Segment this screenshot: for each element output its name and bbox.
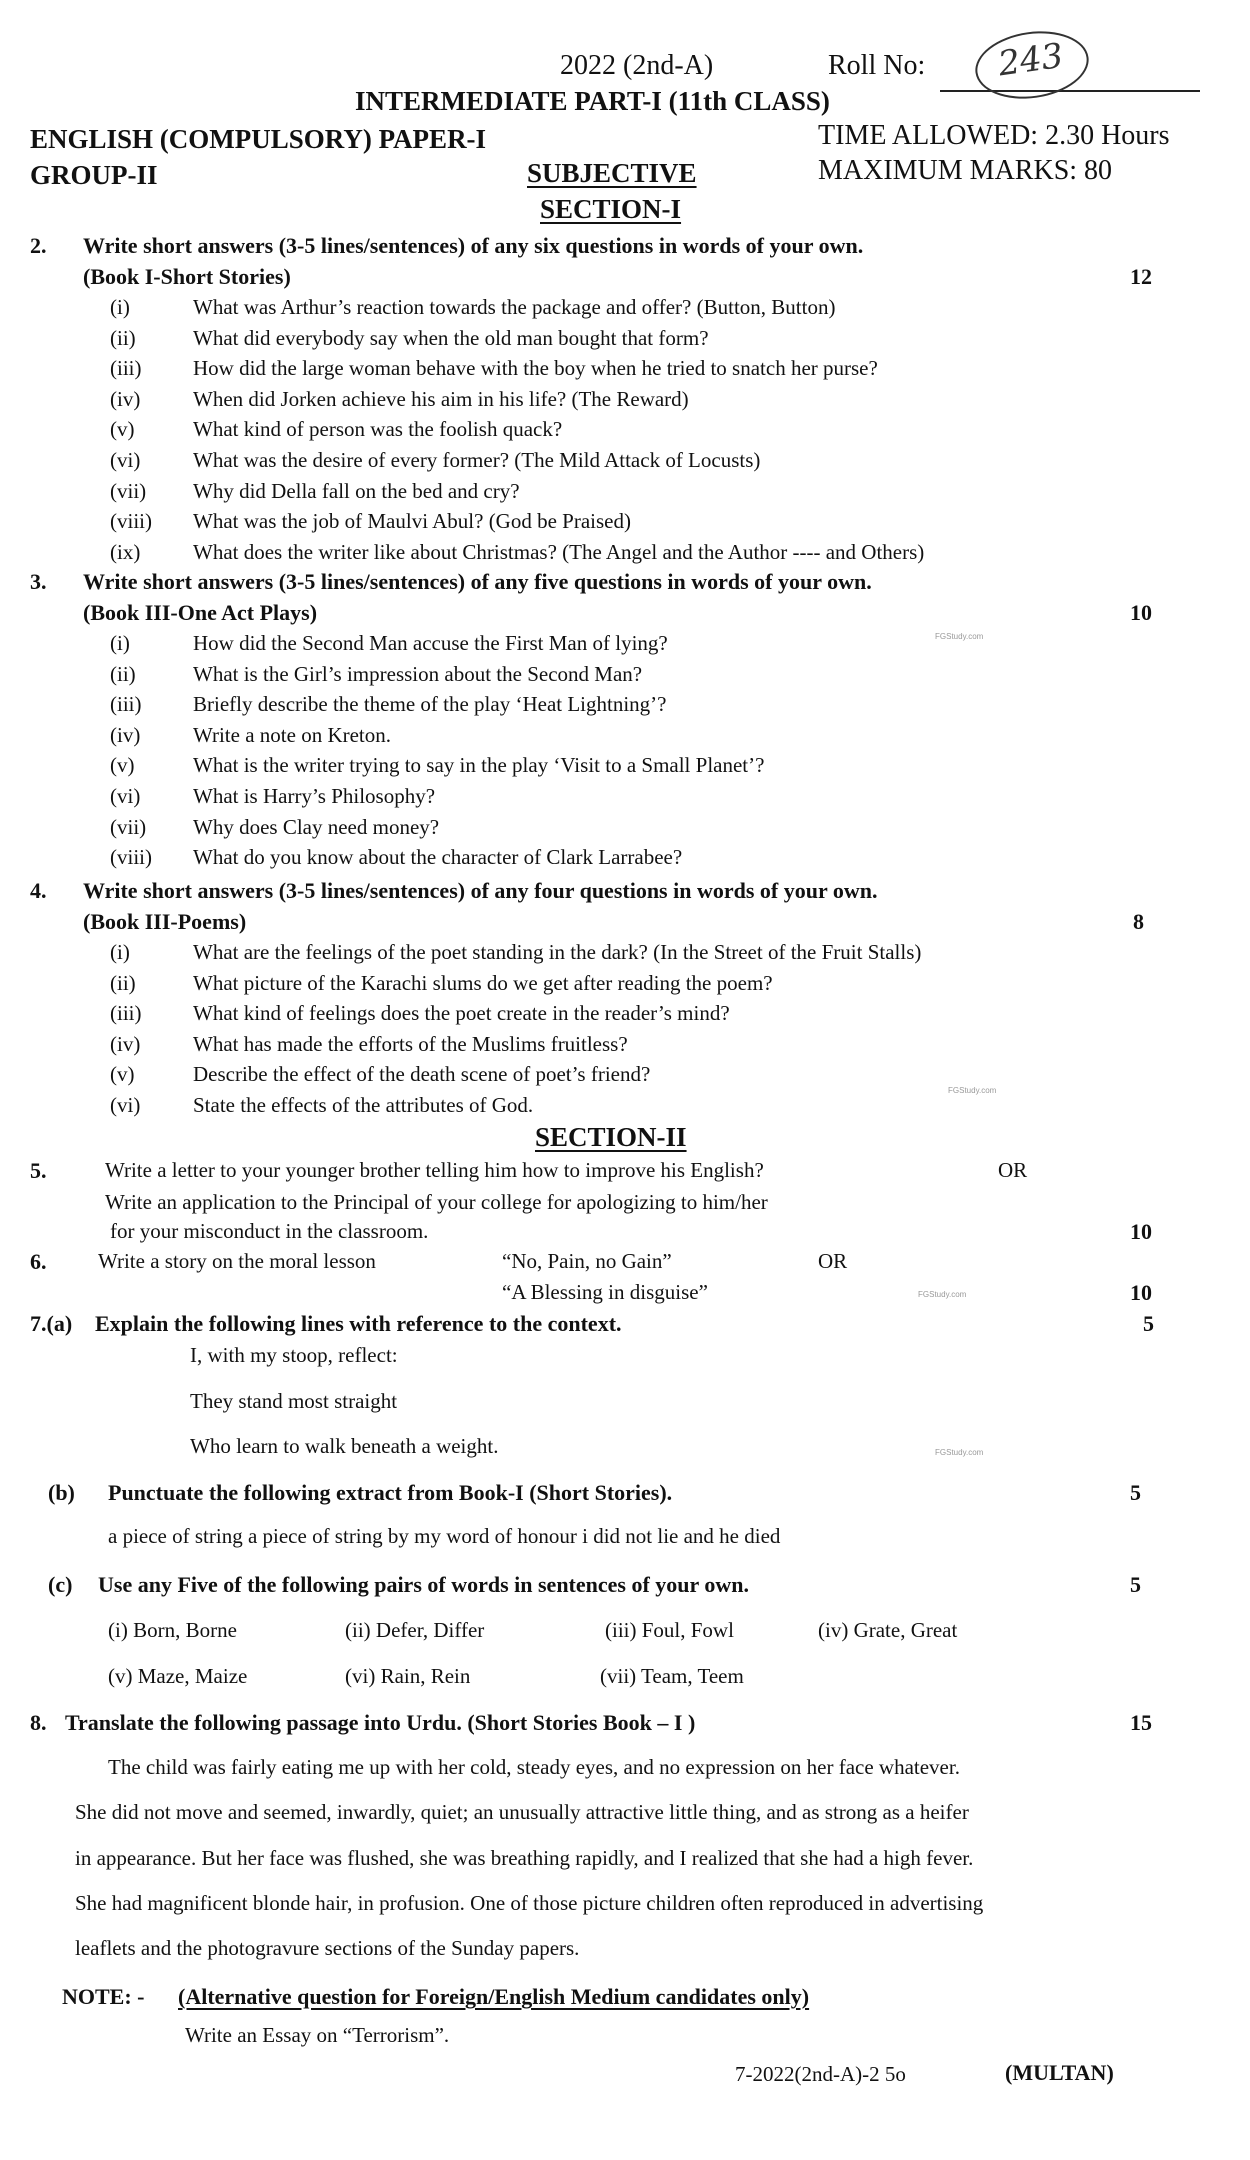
section-2-heading: SECTION-II [535,1122,687,1152]
q7a-marks: 5 [1143,1311,1154,1336]
q3-item-number: (i) [110,631,130,655]
group-label: GROUP-II [30,160,158,190]
q3-item-number: (v) [110,753,135,778]
note-label: NOTE: - [62,1984,145,2009]
word-pair: (ii) Defer, Differ [345,1618,485,1642]
q4-item-number: (ii) [110,970,136,995]
q7b-extract: a piece of string a piece of string by my word of honour i did not lie and he died [108,1524,781,1548]
q7b-marks: 5 [1130,1480,1141,1505]
passage-line: in appearance. But her face was flushed, she was breathing rapidly, and I realized that she had a high fever. [75,1846,974,1870]
passage-line: She did not move and seemed, inwardly, quiet; an unusually attractive little thing, and as strong as a heifer [75,1800,969,1824]
q3-item-text: Briefly describe the theme of the play ‘Heat Lightning’? [193,692,667,717]
q7c-number: (c) [48,1572,73,1597]
q2-item-text: When did Jorken achieve his aim in his life? (The Reward) [193,386,689,411]
q7a-number: 7.(a) [30,1311,73,1336]
q2-item-number: (iv) [110,386,141,411]
subject-title: ENGLISH (COMPULSORY) PAPER-I [30,124,487,154]
q3-item-text: Write a note on Kreton. [193,722,392,747]
q4-item-text: What has made the efforts of the Muslims fruitless? [193,1031,628,1056]
word-pair: (vii) Team, Teem [600,1664,744,1688]
q4-marks: 8 [1133,909,1144,934]
q2-item-number: (vii) [110,478,147,503]
q5-option-2: Write an application to the Principal of your college for apologizing to him/her [105,1190,768,1214]
q4-item-text: What kind of feelings does the poet create in the reader’s mind? [193,1001,730,1026]
footer-code: 7-2022(2nd-A)-2 5o [735,2062,906,2086]
q6-text: Write a story on the moral lesson [98,1249,376,1273]
q4-book: (Book III-Poems) [83,909,247,934]
subjective-heading: SUBJECTIVE [527,158,697,188]
poem-line: They stand most straight [190,1389,398,1413]
q3-number: 3. [30,569,47,594]
q3-book: (Book III-One Act Plays) [83,600,318,625]
word-pair: (v) Maze, Maize [108,1664,248,1688]
q2-item-number: (vi) [110,448,141,472]
q2-item-text: What kind of person was the foolish quack? [193,417,563,442]
q2-item-text: What does the writer like about Christmas? (The Angel and the Author ---- and Others) [193,539,925,564]
q2-book: (Book I-Short Stories) [83,264,291,289]
passage-line: She had magnificent blonde hair, in profusion. One of those picture children often reproduced in advertising [75,1891,984,1915]
q2-marks: 12 [1130,264,1152,289]
watermark-small: FGStudy.com [935,1448,984,1457]
word-pair: (iii) Foul, Fowl [605,1618,734,1642]
essay-question: Write an Essay on “Terrorism”. [185,2023,450,2047]
q4-item-number: (vi) [110,1093,141,1117]
q2-item-number: (iii) [110,356,142,381]
q4-item-number: (i) [110,940,130,964]
q3-marks: 10 [1130,600,1152,625]
q2-item-number: (v) [110,417,135,442]
q5-or: OR [998,1158,1028,1182]
word-pair: (vi) Rain, Rein [345,1664,471,1688]
passage-line: leaflets and the photogravure sections of the Sunday papers. [75,1936,580,1960]
q3-item-number: (viii) [110,845,152,870]
q3-instruction: Write short answers (3-5 lines/sentences) of any five questions in words of your own. [83,569,872,594]
section-1-heading: SECTION-I [540,194,682,224]
q6-option-1: “No, Pain, no Gain” [502,1249,672,1273]
q2-item-text: Why did Della fall on the bed and cry? [193,478,520,503]
q2-item-text: What was the desire of every former? (The Mild Attack of Locusts) [193,448,761,472]
maximum-marks: MAXIMUM MARKS: 80 [818,155,1113,186]
q4-item-number: (iii) [110,1001,142,1026]
q5-option-1: Write a letter to your younger brother telling him how to improve his English? [105,1158,764,1182]
q2-item-number: (ii) [110,325,136,350]
q8-marks: 15 [1130,1710,1152,1735]
q2-item-text: What was the job of Maulvi Abul? (God be Praised) [193,509,631,534]
q2-instruction: Write short answers (3-5 lines/sentences) of any six questions in words of your own. [83,233,864,258]
watermark-small: FGStudy.com [935,632,984,641]
q5-option-2-cont: for your misconduct in the classroom. [110,1219,429,1243]
poem-line: Who learn to walk beneath a weight. [190,1434,499,1458]
time-allowed: TIME ALLOWED: 2.30 Hours [818,120,1170,151]
word-pair: (iv) Grate, Great [818,1618,958,1642]
q4-item-text: State the effects of the attributes of God. [193,1093,534,1117]
watermark-small: FGStudy.com [948,1086,997,1095]
q3-item-text: What is the Girl’s impression about the Second Man? [193,661,643,686]
q3-item-number: (iii) [110,692,142,717]
q3-item-text: How did the Second Man accuse the First Man of lying? [193,631,668,655]
q7b-text: Punctuate the following extract from Book-I (Short Stories). [108,1480,673,1505]
q7a-text: Explain the following lines with reference to the context. [95,1311,622,1336]
q3-item-text: What is the writer trying to say in the play ‘Visit to a Small Planet’? [193,753,765,778]
q7c-text: Use any Five of the following pairs of words in sentences of your own. [98,1572,750,1597]
poem-line: I, with my stoop, reflect: [190,1343,398,1367]
q4-item-text: What are the feelings of the poet standing in the dark? (In the Street of the Fruit Stalls) [193,940,922,964]
roll-number-label: Roll No: [828,50,926,81]
exam-title: INTERMEDIATE PART-I (11th CLASS) [355,86,830,116]
q7b-number: (b) [48,1480,75,1505]
q2-number: 2. [30,233,47,258]
q4-number: 4. [30,878,47,903]
watermark-small: FGStudy.com [918,1290,967,1299]
q2-item-text: What was Arthur’s reaction towards the package and offer? (Button, Button) [193,295,836,319]
q4-item-text: What picture of the Karachi slums do we get after reading the poem? [193,970,773,995]
word-pair: (i) Born, Borne [108,1618,237,1642]
q5-number: 5. [30,1158,47,1183]
q3-item-text: Why does Clay need money? [193,814,440,839]
q3-item-text: What do you know about the character of Clark Larrabee? [193,845,683,870]
q3-item-number: (ii) [110,661,136,686]
q2-item-text: What did everybody say when the old man bought that form? [193,325,709,350]
q6-marks: 10 [1130,1280,1152,1305]
q7c-marks: 5 [1130,1572,1141,1597]
q6-or: OR [818,1249,848,1273]
q2-item-number: (ix) [110,539,141,564]
q4-item-number: (v) [110,1062,135,1087]
note-text: (Alternative question for Foreign/English Medium candidates only) [178,1984,810,2009]
q4-item-text: Describe the effect of the death scene of poet’s friend? [193,1062,651,1087]
passage-line: The child was fairly eating me up with her cold, steady eyes, and no expression on her face whatever. [108,1755,960,1779]
roll-number-handwritten: 243 [971,24,1093,105]
q4-item-number: (iv) [110,1031,141,1056]
q2-item-text: How did the large woman behave with the boy when he tried to snatch her purse? [193,356,878,381]
q8-number: 8. [30,1710,47,1735]
footer-board: (MULTAN) [1005,2060,1114,2085]
q2-item-number: (viii) [110,509,152,534]
q6-option-2: “A Blessing in disguise” [502,1280,708,1304]
q2-item-number: (i) [110,295,130,319]
q3-item-number: (vi) [110,784,141,808]
exam-year: 2022 (2nd-A) [560,50,714,81]
q6-number: 6. [30,1249,47,1274]
roll-number-field[interactable] [940,90,1200,92]
q5-marks: 10 [1130,1219,1152,1244]
q4-instruction: Write short answers (3-5 lines/sentences) of any four questions in words of your own. [83,878,878,903]
q3-item-text: What is Harry’s Philosophy? [193,784,436,808]
q8-text: Translate the following passage into Urdu. (Short Stories Book – I ) [65,1710,696,1735]
q3-item-number: (vii) [110,814,147,839]
q3-item-number: (iv) [110,722,141,747]
